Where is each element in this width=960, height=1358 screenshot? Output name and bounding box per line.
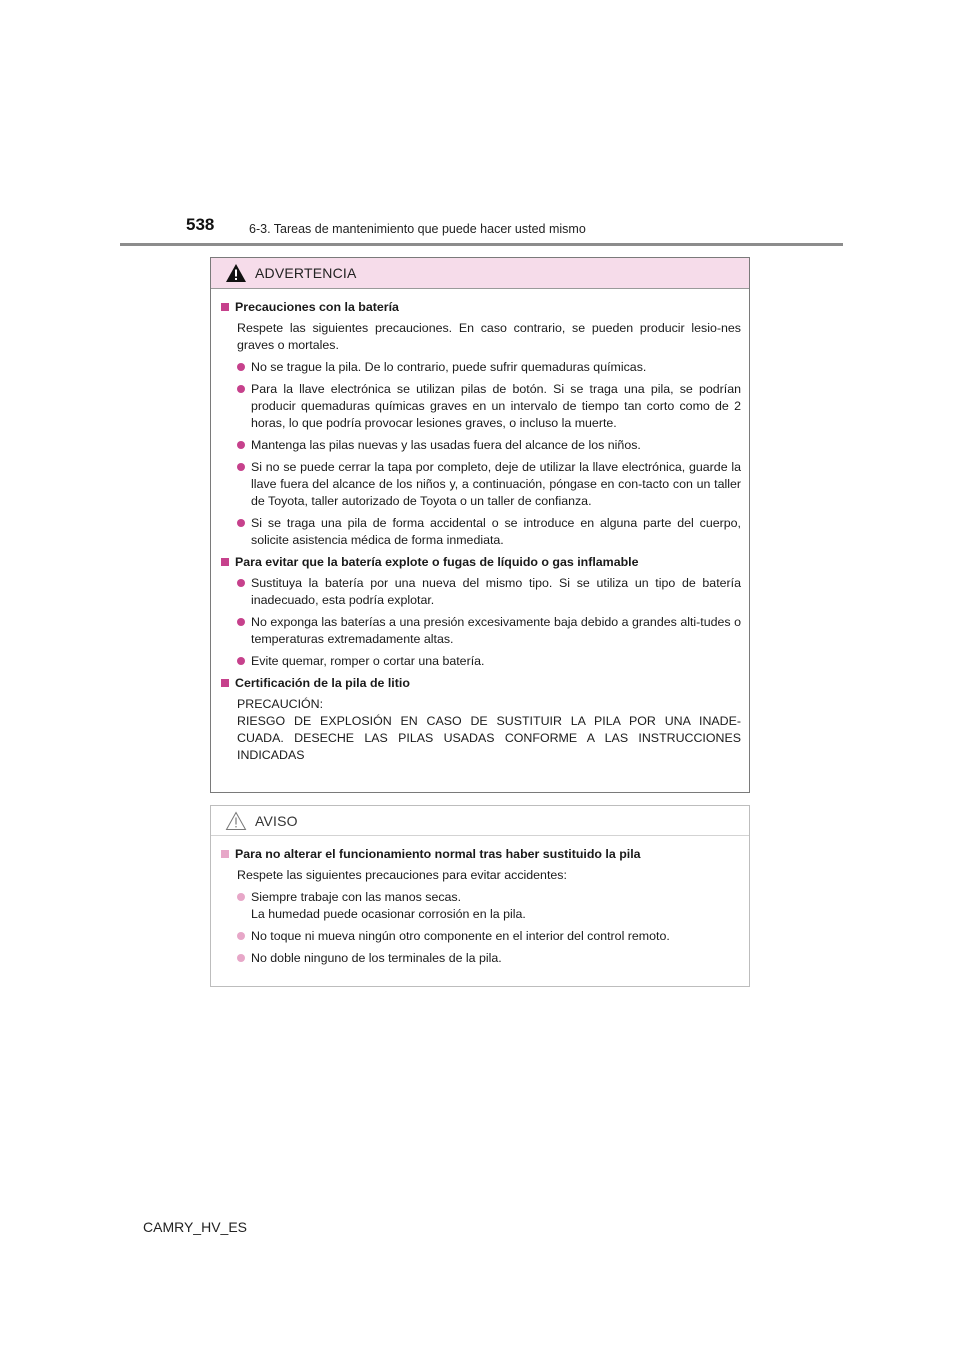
dot-bullet-icon [237,441,245,449]
list-item [237,459,741,510]
notice-title: AVISO [255,812,298,829]
intro-text: Respete las siguientes precauciones. En caso contrario, se pueden producir lesio-nes graves o mortales. [237,321,741,352]
dot-bullet-icon [237,519,245,527]
dot-bullet-icon [237,463,245,471]
list-item-text: Si se traga una pila de forma accidental o se introduce en alguna parte del cuerpo, solicite asistencia médica de forma inmediata. [251,516,741,547]
list-item [237,437,741,454]
warning-title: ADVERTENCIA [255,265,357,281]
list-item [237,515,741,549]
warning-triangle-icon [225,263,247,283]
notice-box-header [211,806,749,836]
list-item-text: Para la llave electrónica se utilizan pilas de botón. Si se traga una pila, se podrían producir quemaduras químicas graves en un intervalo de tiempo tan corto como de 2 horas, lo que podría provocar lesiones graves, o incluso la muerte. [251,382,741,430]
warning-box-header [211,258,749,289]
list-item [237,359,741,376]
list-item-text: Evite quemar, romper o cortar una batería. [251,654,485,668]
header-rule [120,243,843,246]
heading-text: Certificación de la pila de litio [235,676,410,690]
square-bullet-icon [221,558,229,566]
text-line: RIESGO DE EXPLOSIÓN EN CASO DE SUSTITUIR LA PILA POR UNA INADE- [237,714,741,728]
square-bullet-icon [221,303,229,311]
section-heading [219,299,741,316]
dot-bullet-icon [237,385,245,393]
warning-box [210,257,750,793]
text-line: PRECAUCIÓN: [237,697,324,711]
list-item-text [251,889,741,923]
lithium-certification-text [237,696,741,764]
text-line: CUADA. DESECHE LAS PILAS USADAS CONFORME A LAS INSTRUCCIONES [237,731,741,745]
dot-bullet-icon [237,579,245,587]
list-item [237,928,741,945]
list-item-text: Mantenga las pilas nuevas y las usadas fuera del alcance de los niños. [251,438,641,452]
dot-bullet-icon [237,893,245,901]
square-bullet-icon [221,850,229,858]
heading-text: Para no alterar el funcionamiento normal tras haber sustituido la pila [235,847,641,861]
list-item-text: No se trague la pila. De lo contrario, puede sufrir quemaduras químicas. [251,360,647,374]
list-item [237,889,741,923]
model-code: CAMRY_HV_ES [143,1219,248,1235]
dot-bullet-icon [237,363,245,371]
heading-text: Para evitar que la batería explote o fugas de líquido o gas inflamable [235,555,639,569]
list-item-text: No exponga las baterías a una presión excesivamente baja debido a grandes alti-tudes o temperaturas extremadamente altas. [251,615,741,646]
page-number: 538 [186,215,215,234]
heading-text: Precauciones con la batería [235,300,399,314]
list-item [237,381,741,432]
list-item-text: No doble ninguno de los terminales de la pila. [251,951,502,965]
dot-bullet-icon [237,954,245,962]
list-item [237,614,741,648]
list-item-line: La humedad puede ocasionar corrosión en la pila. [251,907,526,921]
square-bullet-icon [221,679,229,687]
section-title: 6-3. Tareas de mantenimiento que puede hacer usted mismo [249,222,586,236]
list-item [237,950,741,967]
text-line: INDICADAS [237,748,305,762]
dot-bullet-icon [237,657,245,665]
section-heading [219,675,741,692]
dot-bullet-icon [237,932,245,940]
warning-body [211,289,749,764]
list-item-line: Siempre trabaje con las manos secas. [251,890,462,904]
notice-body [211,836,749,967]
notice-box [210,805,750,987]
list-item [237,653,741,670]
caution-triangle-outline-icon [225,811,247,831]
list-item-text: No toque ni mueva ningún otro componente en el interior del control remoto. [251,929,670,943]
intro-text: Respete las siguientes precauciones para evitar accidentes: [237,868,567,882]
list-item [237,575,741,609]
dot-bullet-icon [237,618,245,626]
list-item-text: Si no se puede cerrar la tapa por completo, deje de utilizar la llave electrónica, guarde la llave fuera del alcance de los niños y, a continuación, póngase en con-tacto con un taller de Toyota, taller autorizado de Toyota o un taller de confianza. [251,460,741,508]
section-heading [219,846,741,863]
section-heading [219,554,741,571]
list-item-text: Sustituya la batería por una nueva del mismo tipo. Si se utiliza un tipo de batería inadecuado, esta podría explotar. [251,576,741,607]
